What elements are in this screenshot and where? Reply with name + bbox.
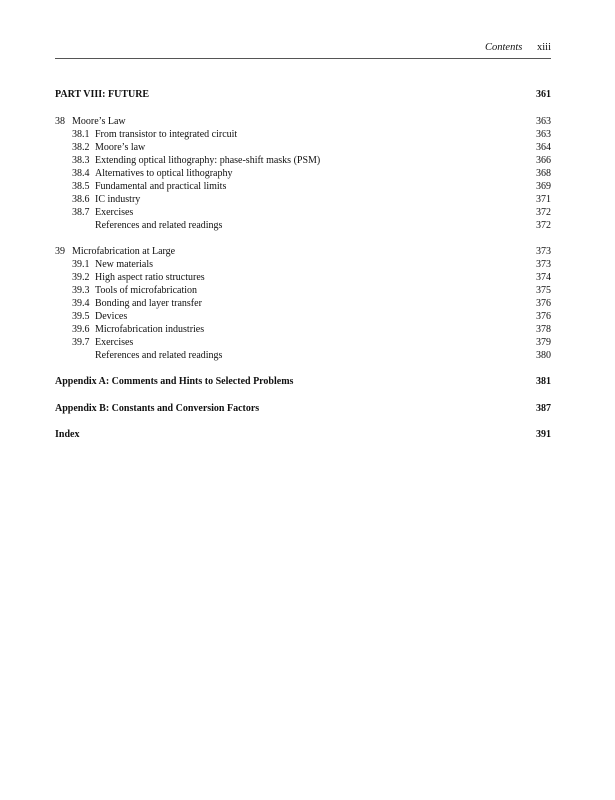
toc-page-number: 361 [536, 89, 551, 100]
toc-appendix-b-entry[interactable] [55, 402, 551, 415]
toc-references-title: References and related readings [95, 350, 223, 361]
toc-back-matter-title: Appendix A: Comments and Hints to Selected Problems [55, 376, 294, 387]
toc-section-title: Microfabrication industries [95, 324, 205, 335]
toc-section-title: Devices [95, 311, 128, 322]
toc-page-number: 368 [536, 168, 551, 179]
toc-references-entry[interactable] [55, 219, 551, 232]
toc-page-number: 376 [536, 311, 551, 322]
toc-page-number: 387 [536, 403, 551, 414]
toc-section-entry[interactable] [55, 128, 551, 141]
toc-page-number: 363 [536, 116, 551, 127]
toc-section-title: Alternatives to optical lithography [95, 168, 233, 179]
toc-section-number: 39.7 [72, 337, 90, 348]
toc-page-number: 366 [536, 155, 551, 166]
toc-section-entry[interactable] [55, 336, 551, 349]
toc-page-number: 381 [536, 376, 551, 387]
toc-section-number: 39.2 [72, 272, 90, 283]
toc-page-number: 376 [536, 298, 551, 309]
toc-chapter-title: Microfabrication at Large [72, 246, 176, 257]
toc-page-number: 372 [536, 207, 551, 218]
toc-section-number: 38.3 [72, 155, 90, 166]
running-head-page-number: xiii [536, 42, 551, 53]
toc-section-title: Bonding and layer transfer [95, 298, 202, 309]
toc-section-number: 38.5 [72, 181, 90, 192]
toc-page-number: 378 [536, 324, 551, 335]
toc-page-number: 372 [536, 220, 551, 231]
toc-section-entry[interactable] [55, 258, 551, 271]
toc-section-entry[interactable] [55, 141, 551, 154]
toc-section-title: High aspect ratio structures [95, 272, 205, 283]
toc-page-number: 371 [536, 194, 551, 205]
toc-section-number: 39.6 [72, 324, 90, 335]
toc-section-entry[interactable] [55, 206, 551, 219]
toc-section-number: 39.5 [72, 311, 90, 322]
toc-page-number: 373 [536, 246, 551, 257]
toc-section-title: Fundamental and practical limits [95, 181, 227, 192]
toc-section-title: Exercises [95, 337, 134, 348]
toc-section-title: From transistor to integrated circuit [95, 129, 238, 140]
toc-chapter-title: Moore’s Law [72, 116, 126, 127]
toc-chapter-entry[interactable] [55, 245, 551, 258]
toc-page-number: 369 [536, 181, 551, 192]
toc-page-number: 373 [536, 259, 551, 270]
toc-back-matter-title: Appendix B: Constants and Conversion Factors [55, 403, 260, 414]
running-head [55, 41, 551, 55]
toc-section-number: 39.4 [72, 298, 90, 309]
toc-section-number: 39.1 [72, 259, 90, 270]
toc-section-number: 38.4 [72, 168, 90, 179]
toc-section-title: Extending optical lithography: phase-shift masks (PSM) [95, 155, 321, 166]
toc-page-number: 363 [536, 129, 551, 140]
toc-section-number: 38.1 [72, 129, 90, 140]
toc-section-number: 38.2 [72, 142, 90, 153]
toc-page-number: 380 [536, 350, 551, 361]
toc-chapter-number: 38 [55, 116, 65, 127]
toc-appendix-a-entry[interactable] [55, 375, 551, 388]
toc-page-number: 391 [536, 429, 551, 440]
toc-section-number: 39.3 [72, 285, 90, 296]
toc-section-title: Exercises [95, 207, 134, 218]
toc-section-title: IC industry [95, 194, 141, 205]
running-head-title: Contents [485, 42, 523, 53]
toc-references-title: References and related readings [95, 220, 223, 231]
toc-section-entry[interactable] [55, 297, 551, 310]
toc-section-title: Moore’s law [95, 142, 146, 153]
toc-section-entry[interactable] [55, 167, 551, 180]
toc-section-entry[interactable] [55, 271, 551, 284]
toc-section-title: New materials [95, 259, 154, 270]
toc-section-title: Tools of microfabrication [95, 285, 198, 296]
toc-page-number: 374 [536, 272, 551, 283]
toc-chapter-entry[interactable] [55, 115, 551, 128]
toc-section-entry[interactable] [55, 154, 551, 167]
toc-section-entry[interactable] [55, 284, 551, 297]
toc-back-matter-title: Index [55, 429, 80, 440]
toc-section-entry[interactable] [55, 323, 551, 336]
toc-index-entry[interactable] [55, 428, 551, 441]
toc-chapter-number: 39 [55, 246, 65, 257]
toc-section-entry[interactable] [55, 310, 551, 323]
toc-part-entry[interactable] [55, 88, 551, 101]
header-rule [55, 58, 551, 59]
toc-references-entry[interactable] [55, 349, 551, 362]
toc-page-number: 379 [536, 337, 551, 348]
toc-page-number: 375 [536, 285, 551, 296]
toc-section-number: 38.7 [72, 207, 90, 218]
toc-section-number: 38.6 [72, 194, 90, 205]
toc-section-entry[interactable] [55, 180, 551, 193]
toc-section-entry[interactable] [55, 193, 551, 206]
toc-part-title: PART VIII: FUTURE [55, 89, 150, 100]
toc-page-number: 364 [536, 142, 551, 153]
